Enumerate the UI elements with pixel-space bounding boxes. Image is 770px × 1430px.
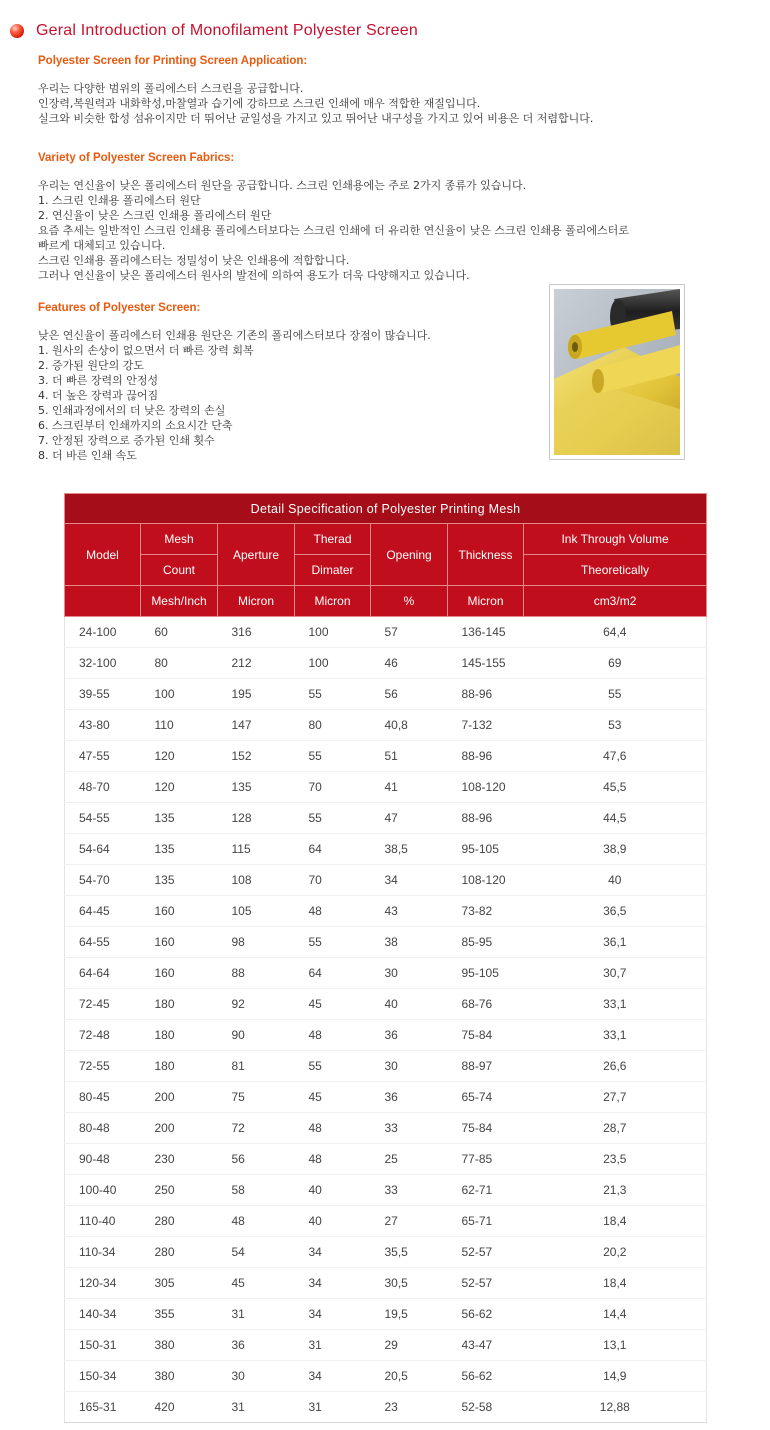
cell-opening: 51 [371,741,448,772]
text-line: 낮은 연신율이 폴리에스터 인쇄용 원단은 기존의 폴리에스터보다 장점이 많습니다. [38,329,431,342]
cell-ink-volume: 18,4 [524,1268,707,1299]
cell-opening: 36 [371,1020,448,1051]
header-unit-thread: Micron [295,586,371,617]
text-line: 우리는 연신율이 낮은 폴리에스터 원단을 공급합니다. 스크린 인쇄용에는 주로 2가지 종류가 있습니다. [38,179,527,192]
mesh-rolls-image [554,289,680,455]
header-unit-opening: % [371,586,448,617]
text-line: 4. 더 높은 장력과 끊어짐 [38,389,159,402]
spec-table-body [65,617,707,1423]
cell-thread-diameter: 40 [295,1175,371,1206]
cell-opening: 36 [371,1082,448,1113]
header-model: Model [65,524,141,586]
cell-aperture: 31 [218,1299,295,1330]
cell-mesh-count: 200 [141,1082,218,1113]
text-line: 우리는 다양한 범위의 폴리에스터 스크린을 공급합니다. [38,82,304,95]
cell-model: 32-100 [65,648,141,679]
cell-thread-diameter: 45 [295,1082,371,1113]
header-mesh: Mesh [141,524,218,555]
table-row [65,1206,707,1237]
cell-mesh-count: 120 [141,772,218,803]
cell-mesh-count: 305 [141,1268,218,1299]
cell-ink-volume: 33,1 [524,989,707,1020]
table-row [65,989,707,1020]
cell-ink-volume: 47,6 [524,741,707,772]
cell-aperture: 195 [218,679,295,710]
cell-thickness: 75-84 [448,1020,524,1051]
cell-thickness: 68-76 [448,989,524,1020]
cell-mesh-count: 250 [141,1175,218,1206]
cell-aperture: 72 [218,1113,295,1144]
cell-ink-volume: 69 [524,648,707,679]
cell-ink-volume: 13,1 [524,1330,707,1361]
cell-ink-volume: 20,2 [524,1237,707,1268]
table-row [65,958,707,989]
text-line: 5. 인쇄과정에서의 더 낮은 장력의 손실 [38,404,226,417]
cell-thickness: 73-82 [448,896,524,927]
cell-thickness: 95-105 [448,958,524,989]
cell-model: 72-45 [65,989,141,1020]
header-ink-theoretically: Theoretically [524,555,707,586]
cell-model: 80-48 [65,1113,141,1144]
cell-aperture: 75 [218,1082,295,1113]
text-line: 요즘 추세는 일반적인 스크린 인쇄용 폴리에스터보다는 스크린 인쇄에 더 유리한 연신율이 낮은 스크린 인쇄용 폴리에스터로 [38,224,629,237]
table-row [65,896,707,927]
table-row [65,772,707,803]
cell-thread-diameter: 31 [295,1392,371,1423]
section-heading-variety: Variety of Polyester Screen Fabrics: [38,152,235,164]
table-row [65,1082,707,1113]
cell-mesh-count: 160 [141,896,218,927]
table-row [65,803,707,834]
cell-aperture: 108 [218,865,295,896]
cell-thread-diameter: 48 [295,896,371,927]
cell-model: 64-55 [65,927,141,958]
cell-model: 140-34 [65,1299,141,1330]
cell-mesh-count: 180 [141,989,218,1020]
header-unit-mesh: Mesh/Inch [141,586,218,617]
table-row [65,1237,707,1268]
cell-mesh-count: 200 [141,1113,218,1144]
cell-thickness: 77-85 [448,1144,524,1175]
text-line: 6. 스크린부터 인쇄까지의 소요시간 단축 [38,419,233,432]
cell-opening: 35,5 [371,1237,448,1268]
cell-opening: 30 [371,1051,448,1082]
cell-opening: 40,8 [371,710,448,741]
cell-ink-volume: 36,1 [524,927,707,958]
red-bullet-icon [10,24,24,38]
cell-aperture: 115 [218,834,295,865]
cell-model: 54-55 [65,803,141,834]
cell-ink-volume: 28,7 [524,1113,707,1144]
cell-mesh-count: 135 [141,803,218,834]
text-line: 그러나 연신율이 낮은 폴리에스터 원사의 발전에 의하여 용도가 더욱 다양해지고 있습니다. [38,269,470,282]
cell-mesh-count: 180 [141,1020,218,1051]
cell-thread-diameter: 55 [295,803,371,834]
table-row [65,1268,707,1299]
cell-ink-volume: 14,9 [524,1361,707,1392]
cell-opening: 47 [371,803,448,834]
cell-thread-diameter: 48 [295,1020,371,1051]
section-variety [38,151,629,283]
cell-ink-volume: 38,9 [524,834,707,865]
cell-thickness: 62-71 [448,1175,524,1206]
cell-opening: 56 [371,679,448,710]
cell-model: 24-100 [65,617,141,648]
cell-ink-volume: 55 [524,679,707,710]
text-line: 빠르게 대체되고 있습니다. [38,239,166,252]
table-row [65,679,707,710]
table-row [65,1144,707,1175]
cell-model: 64-45 [65,896,141,927]
cell-thread-diameter: 64 [295,834,371,865]
section-features [38,301,431,463]
cell-thread-diameter: 55 [295,927,371,958]
table-caption: Detail Specification of Polyester Printing Mesh [65,494,707,524]
cell-thread-diameter: 70 [295,772,371,803]
cell-mesh-count: 230 [141,1144,218,1175]
cell-thickness: 88-97 [448,1051,524,1082]
text-line: 실크와 비슷한 합성 섬유이지만 더 뛰어난 균일성을 가지고 있고 뛰어난 내구성을 가지고 있어 비용은 더 저렴합니다. [38,112,594,125]
cell-aperture: 152 [218,741,295,772]
cell-model: 54-64 [65,834,141,865]
cell-opening: 41 [371,772,448,803]
table-row [65,865,707,896]
cell-model: 110-40 [65,1206,141,1237]
cell-thread-diameter: 34 [295,1268,371,1299]
cell-aperture: 48 [218,1206,295,1237]
cell-thread-diameter: 100 [295,648,371,679]
table-row [65,1299,707,1330]
header-unit-aperture: Micron [218,586,295,617]
text-line: 7. 안정된 장력으로 증가된 인쇄 횟수 [38,434,215,447]
table-row [65,648,707,679]
cell-thread-diameter: 34 [295,1361,371,1392]
cell-ink-volume: 12,88 [524,1392,707,1423]
table-row [65,1113,707,1144]
header-aperture: Aperture [218,524,295,586]
cell-model: 54-70 [65,865,141,896]
cell-mesh-count: 60 [141,617,218,648]
cell-thickness: 56-62 [448,1299,524,1330]
cell-ink-volume: 23,5 [524,1144,707,1175]
cell-mesh-count: 180 [141,1051,218,1082]
cell-model: 47-55 [65,741,141,772]
cell-mesh-count: 110 [141,710,218,741]
cell-ink-volume: 36,5 [524,896,707,927]
cell-mesh-count: 380 [141,1330,218,1361]
cell-model: 90-48 [65,1144,141,1175]
cell-opening: 29 [371,1330,448,1361]
cell-opening: 33 [371,1113,448,1144]
page-title-row [10,18,418,44]
text-line: 2. 증가된 원단의 강도 [38,359,144,372]
table-row [65,1361,707,1392]
cell-aperture: 128 [218,803,295,834]
cell-mesh-count: 135 [141,834,218,865]
spec-table [64,493,707,1423]
section-body-features [38,328,431,463]
cell-thread-diameter: 64 [295,958,371,989]
cell-opening: 30 [371,958,448,989]
cell-opening: 43 [371,896,448,927]
header-mesh-count: Count [141,555,218,586]
header-thickness: Thickness [448,524,524,586]
cell-thread-diameter: 40 [295,1206,371,1237]
cell-model: 72-55 [65,1051,141,1082]
cell-aperture: 54 [218,1237,295,1268]
section-application [38,54,593,126]
section-body-variety [38,178,629,283]
cell-opening: 34 [371,865,448,896]
cell-model: 120-34 [65,1268,141,1299]
cell-opening: 38,5 [371,834,448,865]
cell-opening: 27 [371,1206,448,1237]
cell-ink-volume: 64,4 [524,617,707,648]
cell-mesh-count: 355 [141,1299,218,1330]
cell-aperture: 135 [218,772,295,803]
table-row [65,617,707,648]
cell-thickness: 95-105 [448,834,524,865]
cell-model: 80-45 [65,1082,141,1113]
cell-opening: 46 [371,648,448,679]
cell-thickness: 108-120 [448,865,524,896]
table-row [65,1330,707,1361]
text-line: 8. 더 바른 인쇄 속도 [38,449,137,462]
cell-thread-diameter: 34 [295,1237,371,1268]
cell-model: 48-70 [65,772,141,803]
header-opening: Opening [371,524,448,586]
table-row [65,1020,707,1051]
cell-ink-volume: 27,7 [524,1082,707,1113]
cell-thread-diameter: 100 [295,617,371,648]
cell-mesh-count: 160 [141,927,218,958]
cell-aperture: 105 [218,896,295,927]
cell-thread-diameter: 45 [295,989,371,1020]
cell-opening: 23 [371,1392,448,1423]
header-unit-thickness: Micron [448,586,524,617]
cell-aperture: 90 [218,1020,295,1051]
header-unit-ink: cm3/m2 [524,586,707,617]
table-row [65,1392,707,1423]
text-line: 3. 더 빠른 장력의 안정성 [38,374,159,387]
cell-thread-diameter: 55 [295,1051,371,1082]
cell-model: 150-34 [65,1361,141,1392]
text-line: 스크린 인쇄용 폴리에스터는 정밀성이 낮은 인쇄용에 적합합니다. [38,254,350,267]
cell-ink-volume: 14,4 [524,1299,707,1330]
cell-ink-volume: 44,5 [524,803,707,834]
cell-opening: 40 [371,989,448,1020]
cell-model: 72-48 [65,1020,141,1051]
cell-model: 39-55 [65,679,141,710]
cell-thickness: 52-58 [448,1392,524,1423]
cell-aperture: 58 [218,1175,295,1206]
header-thread: Therad [295,524,371,555]
cell-aperture: 31 [218,1392,295,1423]
cell-thread-diameter: 55 [295,679,371,710]
cell-ink-volume: 26,6 [524,1051,707,1082]
cell-aperture: 30 [218,1361,295,1392]
cell-aperture: 316 [218,617,295,648]
cell-opening: 33 [371,1175,448,1206]
cell-model: 64-64 [65,958,141,989]
table-row [65,710,707,741]
cell-aperture: 212 [218,648,295,679]
cell-aperture: 45 [218,1268,295,1299]
cell-aperture: 56 [218,1144,295,1175]
text-line: 2. 연신율이 낮은 스크린 인쇄용 폴리에스터 원단 [38,209,272,222]
cell-opening: 38 [371,927,448,958]
cell-thread-diameter: 48 [295,1113,371,1144]
cell-aperture: 36 [218,1330,295,1361]
table-row [65,834,707,865]
section-body-application [38,81,593,126]
cell-mesh-count: 160 [141,958,218,989]
cell-model: 43-80 [65,710,141,741]
header-ink-volume: Ink Through Volume [524,524,707,555]
cell-model: 165-31 [65,1392,141,1423]
cell-mesh-count: 100 [141,679,218,710]
cell-mesh-count: 120 [141,741,218,772]
cell-thread-diameter: 55 [295,741,371,772]
cell-model: 100-40 [65,1175,141,1206]
cell-thickness: 43-47 [448,1330,524,1361]
cell-ink-volume: 18,4 [524,1206,707,1237]
text-line: 1. 스크린 인쇄용 폴리에스터 원단 [38,194,201,207]
cell-aperture: 81 [218,1051,295,1082]
cell-thickness: 108-120 [448,772,524,803]
cell-thickness: 56-62 [448,1361,524,1392]
cell-mesh-count: 80 [141,648,218,679]
header-unit-model [65,586,141,617]
cell-aperture: 98 [218,927,295,958]
cell-mesh-count: 135 [141,865,218,896]
cell-thickness: 145-155 [448,648,524,679]
cell-thickness: 88-96 [448,741,524,772]
cell-thickness: 65-74 [448,1082,524,1113]
cell-thickness: 88-96 [448,679,524,710]
cell-aperture: 88 [218,958,295,989]
cell-thickness: 65-71 [448,1206,524,1237]
cell-ink-volume: 33,1 [524,1020,707,1051]
cell-mesh-count: 380 [141,1361,218,1392]
cell-thickness: 136-145 [448,617,524,648]
cell-aperture: 147 [218,710,295,741]
cell-thickness: 52-57 [448,1268,524,1299]
cell-mesh-count: 420 [141,1392,218,1423]
mesh-rolls-photo [549,284,685,460]
table-row [65,741,707,772]
cell-ink-volume: 30,7 [524,958,707,989]
cell-thread-diameter: 48 [295,1144,371,1175]
cell-thickness: 52-57 [448,1237,524,1268]
text-line: 1. 원사의 손상이 없으면서 더 빠른 장력 회복 [38,344,254,357]
cell-opening: 57 [371,617,448,648]
cell-thickness: 75-84 [448,1113,524,1144]
cell-thread-diameter: 31 [295,1330,371,1361]
cell-opening: 30,5 [371,1268,448,1299]
cell-thickness: 7-132 [448,710,524,741]
header-thread-diameter: Dimater [295,555,371,586]
cell-opening: 20,5 [371,1361,448,1392]
cell-ink-volume: 45,5 [524,772,707,803]
table-row [65,1175,707,1206]
cell-thread-diameter: 80 [295,710,371,741]
cell-ink-volume: 53 [524,710,707,741]
section-heading-features: Features of Polyester Screen: [38,302,201,314]
cell-thread-diameter: 34 [295,1299,371,1330]
cell-mesh-count: 280 [141,1206,218,1237]
cell-thickness: 85-95 [448,927,524,958]
section-heading-application: Polyester Screen for Printing Screen Application: [38,55,308,67]
table-row [65,1051,707,1082]
cell-aperture: 92 [218,989,295,1020]
table-row [65,927,707,958]
cell-mesh-count: 280 [141,1237,218,1268]
cell-opening: 19,5 [371,1299,448,1330]
cell-model: 150-31 [65,1330,141,1361]
cell-thread-diameter: 70 [295,865,371,896]
cell-model: 110-34 [65,1237,141,1268]
cell-ink-volume: 40 [524,865,707,896]
text-line: 인장력,복원력과 내화학성,마찰열과 습기에 강하므로 스크린 인쇄에 매우 적합한 재질입니다. [38,97,481,110]
cell-opening: 25 [371,1144,448,1175]
page-title: Geral Introduction of Monofilament Polyester Screen [36,22,418,39]
cell-thickness: 88-96 [448,803,524,834]
cell-ink-volume: 21,3 [524,1175,707,1206]
